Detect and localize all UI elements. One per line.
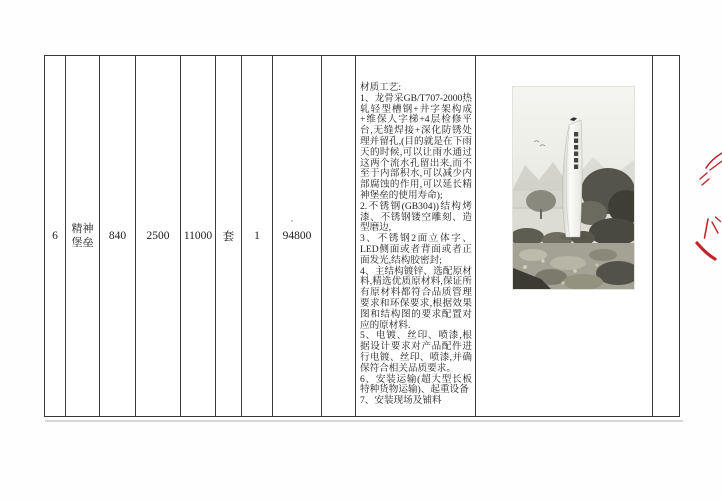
cell-price	[273, 56, 322, 416]
price: 94800	[282, 230, 312, 242]
unit: 套	[222, 231, 235, 243]
cell-dim-depth	[136, 56, 181, 416]
cell-item-name	[66, 56, 100, 416]
spec-paragraph: 2.不锈钢(GB304))结构烤漆、不锈钢镂空雕刻、造型磨边,	[360, 200, 472, 234]
red-handwriting-marks	[694, 148, 722, 268]
spec-paragraph: 3、不锈钢2面立体字、LED侧面或者背面或者正面发光,结构胶密封;	[360, 233, 472, 266]
dim-height: 11000	[183, 230, 213, 242]
dim-depth: 2500	[146, 230, 170, 242]
cell-dim-width	[100, 56, 136, 416]
spec-paragraph: 材质工艺:	[360, 82, 402, 93]
quotation-table	[44, 55, 680, 417]
quantity: 1	[254, 230, 260, 242]
cell-empty-2	[653, 56, 679, 416]
product-photo-image	[513, 87, 634, 289]
scan-speck	[291, 220, 293, 222]
cell-empty-1	[322, 56, 356, 416]
spec-paragraph: 6、安装运输(超大型长板特种货物运输)、起重设备	[360, 373, 472, 396]
cell-dim-height	[181, 56, 216, 416]
scan-shadow-line	[45, 420, 683, 422]
spec-paragraph: 4、主结构镀锌、选配原材料,精选优质原材料,保证所有原材料都符合品质管理要求和环保要求,根据效果图和结构图的要求配置对应的原材料.	[360, 265, 472, 331]
spec-paragraph: 7、安装现场及铺料	[360, 395, 442, 407]
dim-width: 840	[108, 230, 127, 242]
cell-quantity	[242, 56, 273, 416]
row-number: 6	[52, 230, 58, 242]
cell-product-photo	[476, 56, 653, 416]
item-name: 精神堡垒	[71, 223, 94, 249]
cell-material-process	[356, 56, 476, 416]
cell-unit	[216, 56, 242, 416]
spec-paragraph: 5、电镀、丝印、喷漆,根据设计要求对产品配件进行电镀、丝印、喷漆,并确保符合相关品质要求。	[360, 330, 472, 374]
cell-row-number	[45, 56, 66, 416]
spec-paragraph: 1、龙骨采GB/T707-2000热轧轻型槽钢+井字架构成+维保人字梯+4层检修平台,无缝焊接+深化防锈处理并留孔,(目的就是在下雨天的时候,可以让雨水通过这两个流水孔留出来,而不至于内部积水,可以减少内部腐蚀的作用,可以延长精神堡垒的使用寿命);	[360, 92, 472, 201]
